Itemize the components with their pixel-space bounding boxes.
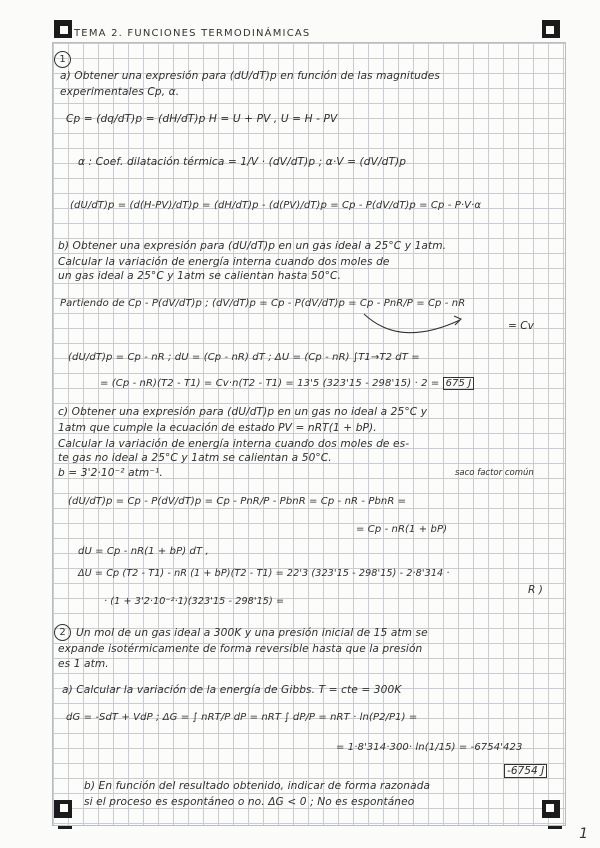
p2-a-eq-1: dG = -SdT + VdP ; ΔG = ∫ nRT/P dP = nRT ∫ dP/P = nRT · ln(P2/P1) = [66,712,418,723]
p1-b-line-3: un gas ideal a 25°C y 1atm se calientan hasta 50°C. [58,270,341,282]
registration-mark-top-right [542,20,560,38]
registration-mark-bottom-left [54,800,72,818]
p1-c-line-2: 1atm que cumple la ecuación de estado PV = nRT(1 + bP). [58,422,377,434]
p2-a-result: -6754 J [504,765,547,777]
p1-c-line-4: te gas no ideal a 25°C y 1atm se calientan a 50°C. [58,452,332,464]
tick-mark-bottom-right [548,826,562,829]
p1-c-eq-3: dU = Cp - nR(1 + bP) dT , [78,546,209,557]
p2-line-3: es 1 atm. [58,658,109,670]
p1-b-line-2: Calcular la variación de energía interna cuando dos moles de [58,256,390,268]
p1-b-eq-3: = (Cp - nR)(T2 - T1) = Cv·n(T2 - T1) = 13'5 (323'15 - 298'15) · 2 = 675 J [100,378,474,389]
p1-c-eq-1: (dU/dT)p = Cp - P(dV/dT)p = Cp - PnR/P - PbnR = Cp - nR - PbnR = [68,496,407,507]
p2-b-line-2: si el proceso es espontáneo o no. ΔG < 0 ; No es espontáneo [84,796,415,808]
page-header-title: TEMA 2. FUNCIONES TERMODINÁMICAS [74,28,311,39]
registration-mark-top-left [54,20,72,38]
p2-a-eq-2: = 1·8'314·300· ln(1/15) = -6754'423 [336,742,523,753]
p1-c-note: saco factor común [455,468,534,478]
problem-2-number: 2 [54,624,73,641]
p1-eq-alpha: α : Coef. dilatación térmica = 1/V · (dV/dT)p ; α·V = (dV/dT)p [78,156,407,168]
arrow-annotation [360,308,470,344]
p1-a-line-1: a) Obtener una expresión para (dU/dT)p en función de las magnitudes [60,70,440,82]
p1-c-line-1: c) Obtener una expresión para (dU/dT)p en un gas no ideal a 25°C y [58,406,428,418]
p1-eq-derivation: (dU/dT)p = (d(H-PV)/dT)p = (dH/dT)p - (d(PV)/dT)p = Cp - P(dV/dT)p = Cp - P·V·α [70,200,482,211]
tick-mark-bottom-left [58,826,72,829]
p2-a-line: a) Calcular la variación de la energía de Gibbs. T = cte = 300K [62,684,402,696]
p1-b-eq-2: (dU/dT)p = Cp - nR ; dU = (Cp - nR) dT ; ΔU = (Cp - nR) ∫T1→T2 dT = [68,352,420,363]
p1-b-line-1: b) Obtener una expresión para (dU/dT)p en un gas ideal a 25°C y 1atm. [58,240,447,252]
p1-c-line-3: Calcular la variación de energía interna cuando dos moles de es- [58,438,410,450]
p2-b-line-1: b) En función del resultado obtenido, indicar de forma razonada [84,780,431,792]
p1-c-eq-5: · (1 + 3'2·10⁻²·1)(323'15 - 298'15) = [104,596,285,607]
p1-eq-cp: Cp = (dq/dT)p = (dH/dT)p H = U + PV , U = H - PV [66,113,338,125]
p1-c-eq-4: ΔU = Cp (T2 - T1) - nR (1 + bP)(T2 - T1) = 22'3 (323'15 - 298'15) - 2·8'314 · [78,568,450,579]
registration-mark-bottom-right [542,800,560,818]
page-number: 1 [579,826,588,842]
p1-c-R: R ) [528,584,543,596]
p1-a-line-2: experimentales Cp, α. [60,86,180,98]
p1-b-eq-1: Partiendo de Cp - P(dV/dT)p ; (dV/dT)p = Cp - P(dV/dT)p = Cp - PnR/P = Cp - nR [60,298,466,309]
p1-b-cv: = Cv [508,320,534,332]
p2-line-2: expande isotérmicamente de forma reversible hasta que la presión [58,643,423,655]
p1-b-result-box: 675 J [443,377,475,390]
p1-c-line-5: b = 3'2·10⁻² atm⁻¹. [58,467,163,479]
problem-1-number: 1 [54,51,73,68]
p2-line-1: Un mol de un gas ideal a 300K y una presión inicial de 15 atm se [76,627,428,639]
p1-c-eq-2: = Cp - nR(1 + bP) [356,524,448,535]
